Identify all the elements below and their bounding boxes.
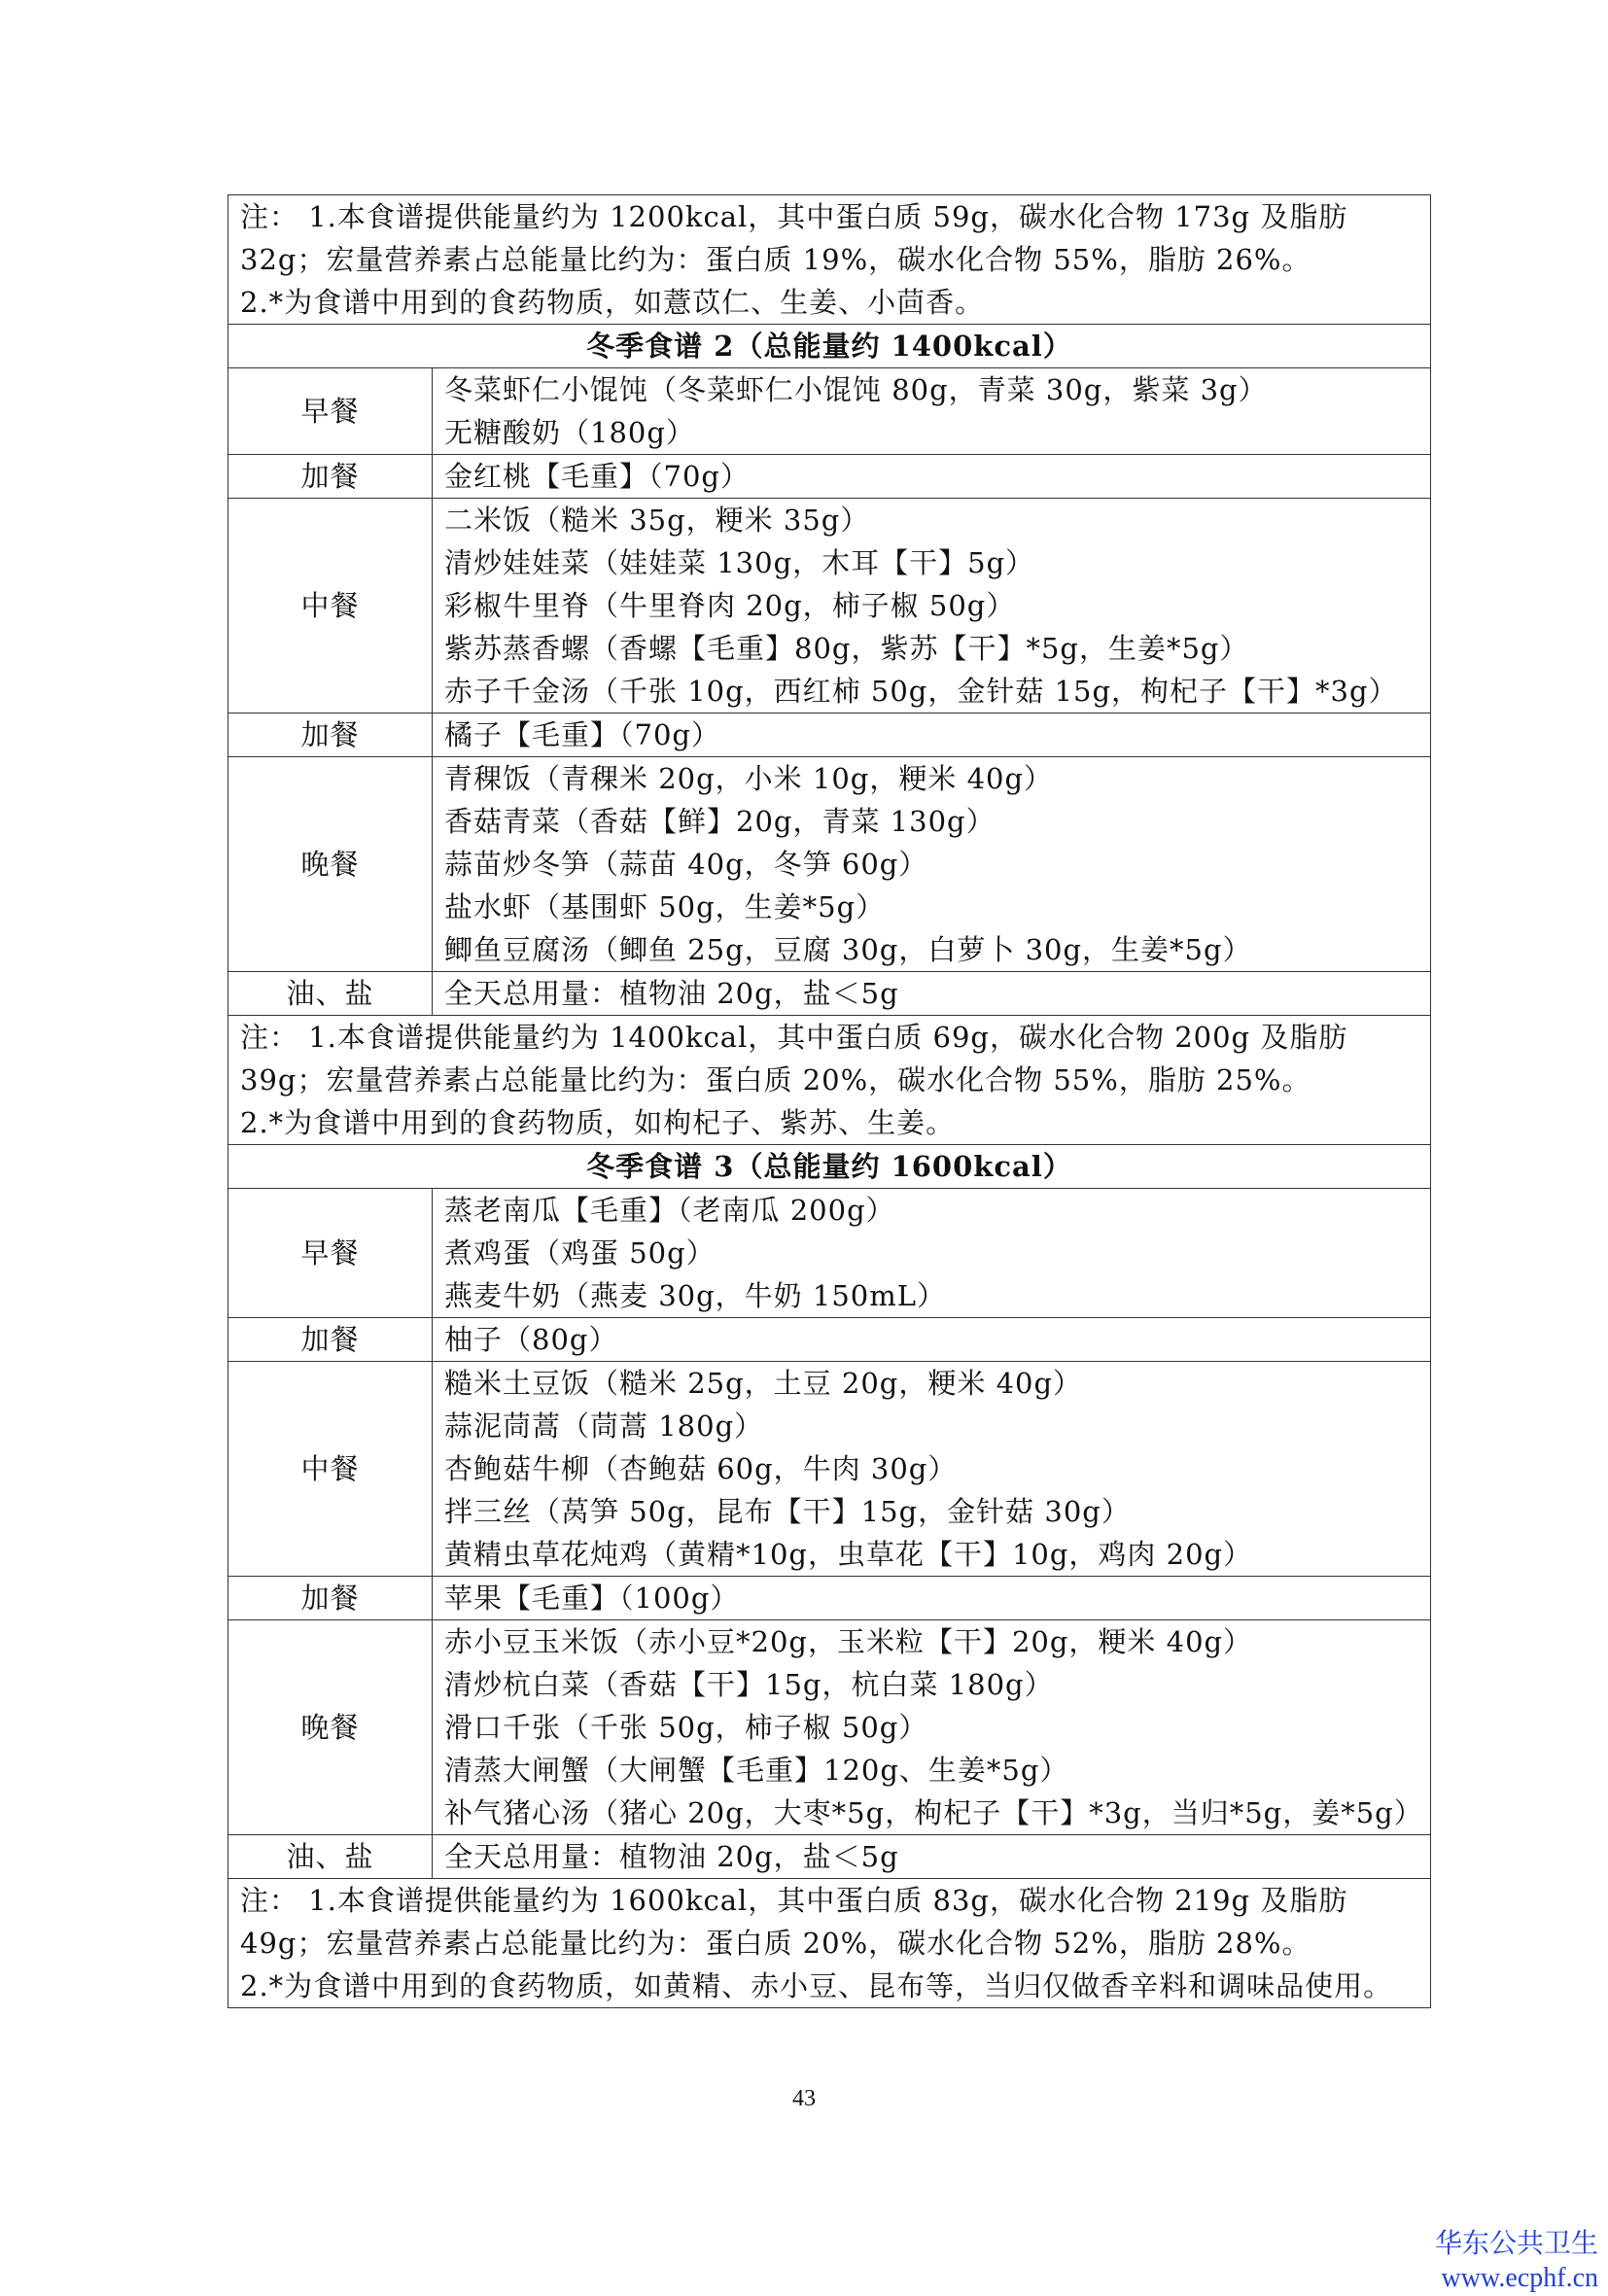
dish-item: 燕麦牛奶（燕麦 30g，牛奶 150mL）	[444, 1279, 947, 1312]
meal-items	[433, 757, 1431, 972]
top-note-line: 注： 1.本食谱提供能量约为 1200kcal，其中蛋白质 59g，碳水化合物 173g 及脂肪 32g；宏量营养素占总能量比约为：蛋白质 19%，碳水化合物 55%，脂肪 26%。	[240, 200, 1348, 276]
menu2-note-line: 2.*为食谱中用到的食药物质，如枸杞子、紫苏、生姜。	[240, 1106, 956, 1139]
dish-item: 蒜泥茼蒿（茼蒿 180g）	[444, 1409, 764, 1443]
dish-item: 煮鸡蛋（鸡蛋 50g）	[444, 1236, 716, 1270]
meal-row	[228, 1362, 1431, 1577]
dish-item: 紫苏蒸香螺（香螺【毛重】80g，紫苏【干】*5g，生姜*5g）	[444, 632, 1249, 665]
menu-table	[227, 194, 1431, 2008]
dish-item: 鲫鱼豆腐汤（鲫鱼 25g，豆腐 30g，白萝卜 30g，生姜*5g）	[444, 933, 1252, 966]
dish-item: 糙米土豆饭（糙米 25g，土豆 20g，粳米 40g）	[444, 1367, 1083, 1400]
meal-items	[433, 1362, 1431, 1577]
dish-item: 赤小豆玉米饭（赤小豆*20g，玉米粒【干】20g，粳米 40g）	[444, 1625, 1253, 1658]
menu3-title-row	[228, 1145, 1431, 1189]
dish-item: 无糖酸奶（180g）	[444, 416, 695, 449]
meal-items	[433, 1835, 1431, 1879]
watermark-name: 华东公共卫生	[1434, 2227, 1598, 2259]
dish-item: 橘子【毛重】（70g）	[444, 718, 720, 751]
menu2-title-row	[228, 325, 1431, 368]
meal-row	[228, 757, 1431, 972]
meal-label: 加餐	[228, 455, 433, 499]
dish-item: 拌三丝（莴笋 50g，昆布【干】15g，金针菇 30g）	[444, 1495, 1131, 1528]
meal-label: 中餐	[228, 499, 433, 713]
meal-items	[433, 455, 1431, 499]
dish-item: 赤子千金汤（千张 10g，西红柿 50g，金针菇 15g，枸杞子【干】*3g）	[444, 675, 1398, 708]
meal-row	[228, 368, 1431, 455]
meal-items	[433, 1620, 1431, 1835]
dish-item: 全天总用量：植物油 20g，盐＜5g	[444, 1840, 899, 1873]
meal-label: 加餐	[228, 1318, 433, 1362]
top-note-line: 2.*为食谱中用到的食药物质，如薏苡仁、生姜、小茴香。	[240, 286, 985, 319]
meal-row	[228, 972, 1431, 1016]
meal-items	[433, 368, 1431, 455]
meal-row	[228, 1189, 1431, 1318]
menu3-note-row	[228, 1879, 1431, 2008]
menu3-note	[228, 1879, 1431, 2008]
meal-label: 早餐	[228, 1189, 433, 1318]
meal-label: 中餐	[228, 1362, 433, 1577]
dish-item: 杏鲍菇牛柳（杏鲍菇 60g，牛肉 30g）	[444, 1452, 958, 1485]
meal-items	[433, 972, 1431, 1016]
dish-item: 苹果【毛重】（100g）	[444, 1582, 740, 1615]
dish-item: 补气猪心汤（猪心 20g，大枣*5g，枸杞子【干】*3g，当归*5g，姜*5g）	[444, 1796, 1423, 1829]
meal-items	[433, 1189, 1431, 1318]
dish-item: 金红桃【毛重】（70g）	[444, 460, 750, 493]
page-number: 43	[792, 2086, 816, 2111]
dish-item: 青稞饭（青稞米 20g，小米 10g，粳米 40g）	[444, 762, 1054, 795]
menu3-note-line: 注： 1.本食谱提供能量约为 1600kcal，其中蛋白质 83g，碳水化合物 219g 及脂肪 49g；宏量营养素占总能量比约为：蛋白质 20%，碳水化合物 52%，脂肪 28%。	[240, 1884, 1348, 1960]
site-watermark	[1435, 2226, 1598, 2296]
dish-item: 彩椒牛里脊（牛里脊肉 20g，柿子椒 50g）	[444, 589, 1016, 622]
dish-item: 全天总用量：植物油 20g，盐＜5g	[444, 977, 899, 1010]
meal-label: 早餐	[228, 368, 433, 455]
meal-row	[228, 1620, 1431, 1835]
menu2-title: 冬季食谱 2（总能量约 1400kcal）	[228, 325, 1431, 368]
meal-label: 晚餐	[228, 757, 433, 972]
dish-item: 盐水虾（基围虾 50g，生姜*5g）	[444, 890, 886, 923]
meal-label: 加餐	[228, 713, 433, 757]
meal-row	[228, 455, 1431, 499]
dish-item: 香菇青菜（香菇【鲜】20g，青菜 130g）	[444, 805, 996, 838]
meal-label: 加餐	[228, 1577, 433, 1620]
menu3-title: 冬季食谱 3（总能量约 1600kcal）	[228, 1145, 1431, 1189]
dish-item: 冬菜虾仁小馄饨（冬菜虾仁小馄饨 80g，青菜 30g，紫菜 3g）	[444, 373, 1268, 406]
menu2-note-line: 注： 1.本食谱提供能量约为 1400kcal，其中蛋白质 69g，碳水化合物 200g 及脂肪 39g；宏量营养素占总能量比约为：蛋白质 20%，碳水化合物 55%，脂肪 25%。	[240, 1021, 1348, 1096]
meal-label: 油、盐	[228, 972, 433, 1016]
dish-item: 清蒸大闸蟹（大闸蟹【毛重】120g、生姜*5g）	[444, 1754, 1069, 1787]
menu2-note-row	[228, 1016, 1431, 1145]
top-note	[228, 195, 1431, 325]
dish-item: 蒸老南瓜【毛重】（老南瓜 200g）	[444, 1194, 895, 1227]
meal-label: 油、盐	[228, 1835, 433, 1879]
meal-row	[228, 1318, 1431, 1362]
meal-items	[433, 713, 1431, 757]
menu3-note-line: 2.*为食谱中用到的食药物质，如黄精、赤小豆、昆布等，当归仅做香辛料和调味品使用。	[240, 1969, 1393, 2002]
meal-row	[228, 713, 1431, 757]
dish-item: 清炒杭白菜（香菇【干】15g，杭白菜 180g）	[444, 1668, 1054, 1701]
meal-items	[433, 1577, 1431, 1620]
dish-item: 二米饭（糙米 35g，粳米 35g）	[444, 504, 870, 537]
dish-item: 柚子（80g）	[444, 1323, 618, 1356]
meal-row	[228, 499, 1431, 713]
menu2-note	[228, 1016, 1431, 1145]
meal-label: 晚餐	[228, 1620, 433, 1835]
meal-items	[433, 499, 1431, 713]
dish-item: 蒜苗炒冬笋（蒜苗 40g，冬笋 60g）	[444, 848, 928, 881]
dish-item: 黄精虫草花炖鸡（黄精*10g，虫草花【干】10g，鸡肉 20g）	[444, 1538, 1253, 1571]
top-note-row	[228, 195, 1431, 325]
dish-item: 清炒娃娃菜（娃娃菜 130g，木耳【干】5g）	[444, 546, 1035, 579]
watermark-url[interactable]: www.ecphf.cn	[1441, 2263, 1598, 2293]
meal-items	[433, 1318, 1431, 1362]
meal-row	[228, 1835, 1431, 1879]
dish-item: 滑口千张（千张 50g，柿子椒 50g）	[444, 1711, 928, 1744]
meal-row	[228, 1577, 1431, 1620]
